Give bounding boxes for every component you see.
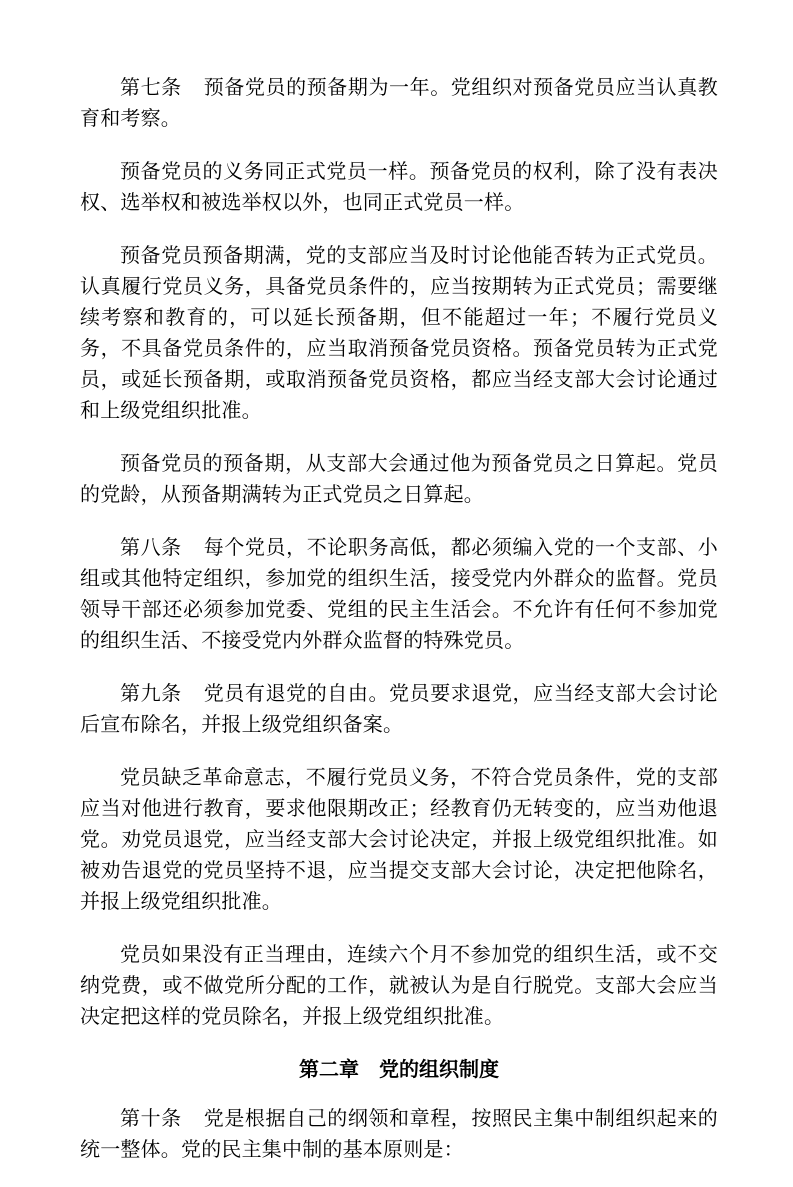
article-number: 第八条 [120, 535, 182, 559]
paragraph-text: 每个党员，不论职务高低，都必须编入党的一个支部、小组或其他特定组织，参加党的组织生活，接受党内外群众的监督。党员领导干部还必须参加党委、党组的民主生活会。不允许有任何不参加党的组织生活、不接受党内外群众监督的特殊党员。 [80, 535, 719, 652]
paragraph-text: 党员如果没有正当理由，连续六个月不参加党的组织生活，或不交纳党费，或不做党所分配的工作，就被认为是自行脱党。支部大会应当决定把这样的党员除名，并报上级党组织批准。 [80, 942, 718, 1028]
paragraph-article-7 [80, 72, 718, 134]
paragraph-text: 预备党员预备期满，党的支部应当及时讨论他能否转为正式党员。认真履行党员义务，具备党员条件的，应当按期转为正式党员；需要继续考察和教育的，可以延长预备期，但不能超过一年；不履行党员义务，不具备党员条件的，应当取消预备党员资格。预备党员转为正式党员，或延长预备期，或取消预备党员资格，都应当经支部大会讨论通过和上级党组织批准。 [80, 243, 718, 422]
article-number: 第十条 [120, 1106, 182, 1130]
paragraph [80, 240, 718, 426]
paragraph-text: 预备党员的预备期为一年。党组织对预备党员应当认真教育和考察。 [80, 75, 719, 130]
chapter-heading: 第二章 党的组织制度 [299, 1057, 499, 1081]
article-number: 第七条 [120, 75, 182, 99]
paragraph [80, 448, 718, 510]
paragraph-article-8 [80, 532, 718, 656]
paragraph [80, 939, 718, 1032]
paragraph-text: 预备党员的预备期，从支部大会通过他为预备党员之日算起。党员的党龄，从预备期满转为正式党员之日算起。 [80, 451, 718, 506]
paragraph-article-9 [80, 678, 718, 740]
paragraph-text: 党员缺乏革命意志，不履行党员义务，不符合党员条件，党的支部应当对他进行教育，要求他限期改正；经教育仍无转变的，应当劝他退党。劝党员退党，应当经支部大会讨论决定，并报上级党组织批准。如被劝告退党的党员坚持不退，应当提交支部大会讨论，决定把他除名，并报上级党组织批准。 [80, 765, 718, 913]
article-number: 第九条 [120, 681, 182, 705]
document-page [80, 72, 718, 1187]
paragraph-text: 预备党员的义务同正式党员一样。预备党员的权利，除了没有表决权、选举权和被选举权以外，也同正式党员一样。 [80, 159, 718, 214]
paragraph-article-10 [80, 1103, 718, 1165]
paragraph [80, 762, 718, 917]
paragraph-text: 党员有退党的自由。党员要求退党，应当经支部大会讨论后宣布除名，并报上级党组织备案。 [80, 681, 719, 736]
paragraph [80, 156, 718, 218]
paragraph-text: 党是根据自己的纲领和章程，按照民主集中制组织起来的统一整体。党的民主集中制的基本原则是： [80, 1106, 719, 1161]
